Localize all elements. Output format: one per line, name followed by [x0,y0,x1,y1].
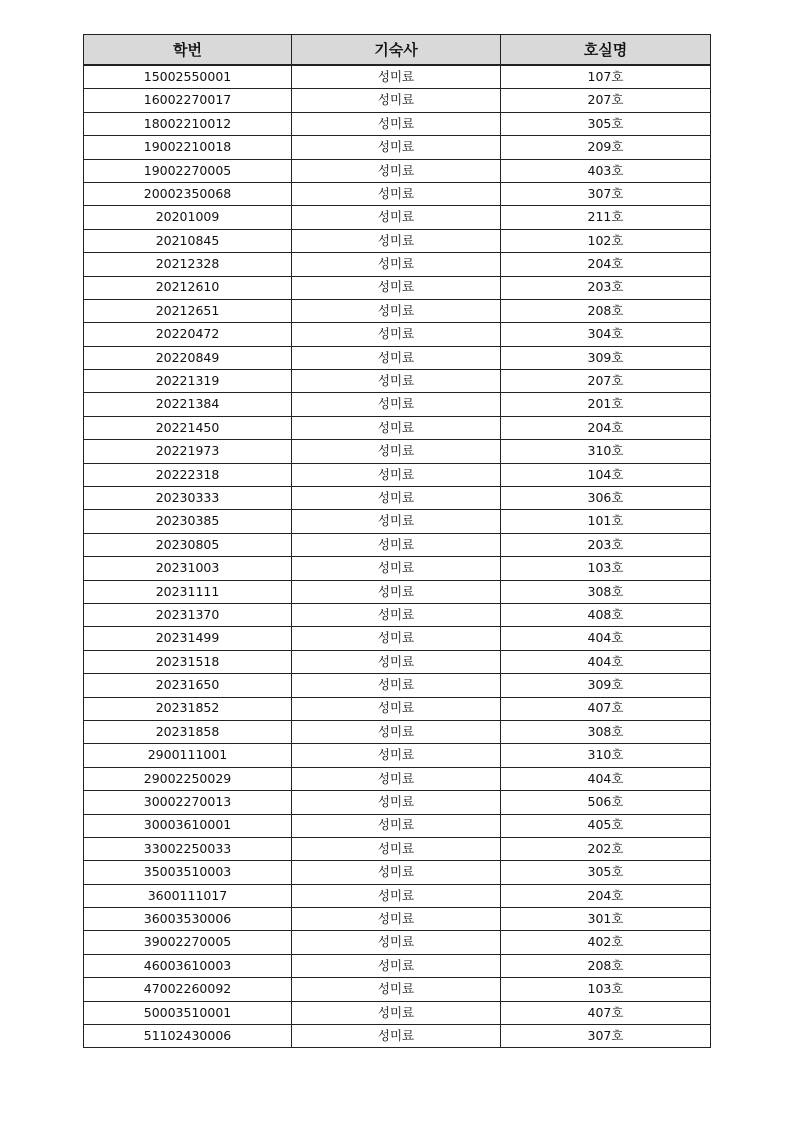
cell-room: 211호 [501,206,711,229]
cell-dormitory: 성미료 [292,814,501,837]
table-row [84,159,711,182]
cell-student-id: 20212328 [84,253,292,276]
cell-dormitory: 성미료 [292,393,501,416]
table-row [84,533,711,556]
cell-student-id: 20201009 [84,206,292,229]
cell-room: 201호 [501,393,711,416]
cell-room: 207호 [501,89,711,112]
cell-student-id: 20231518 [84,650,292,673]
cell-room: 203호 [501,276,711,299]
cell-student-id: 39002270005 [84,931,292,954]
cell-dormitory: 성미료 [292,276,501,299]
cell-student-id: 15002550001 [84,65,292,89]
table-row [84,206,711,229]
cell-student-id: 30002270013 [84,791,292,814]
cell-dormitory: 성미료 [292,954,501,977]
table-row [84,744,711,767]
cell-room: 309호 [501,674,711,697]
cell-dormitory: 성미료 [292,323,501,346]
cell-dormitory: 성미료 [292,229,501,252]
cell-room: 301호 [501,908,711,931]
cell-dormitory: 성미료 [292,112,501,135]
cell-student-id: 20221319 [84,370,292,393]
table-row [84,720,711,743]
cell-student-id: 20210845 [84,229,292,252]
table-row [84,791,711,814]
header-room: 호실명 [501,35,711,66]
table-row [84,229,711,252]
cell-student-id: 33002250033 [84,837,292,860]
cell-room: 304호 [501,323,711,346]
table-row [84,346,711,369]
cell-student-id: 20220472 [84,323,292,346]
table-row [84,393,711,416]
cell-dormitory: 성미료 [292,837,501,860]
table-row [84,182,711,205]
cell-room: 307호 [501,182,711,205]
cell-dormitory: 성미료 [292,931,501,954]
table-row [84,416,711,439]
table-row [84,1001,711,1024]
cell-student-id: 30003610001 [84,814,292,837]
table-row [84,112,711,135]
cell-dormitory: 성미료 [292,159,501,182]
cell-student-id: 19002270005 [84,159,292,182]
cell-dormitory: 성미료 [292,206,501,229]
table-row [84,557,711,580]
cell-student-id: 20230805 [84,533,292,556]
cell-dormitory: 성미료 [292,65,501,89]
table-row [84,253,711,276]
cell-dormitory: 성미료 [292,182,501,205]
cell-room: 103호 [501,978,711,1001]
table-row [84,370,711,393]
cell-room: 506호 [501,791,711,814]
cell-room: 208호 [501,954,711,977]
cell-student-id: 29002250029 [84,767,292,790]
cell-room: 307호 [501,1025,711,1048]
cell-room: 308호 [501,720,711,743]
table-row [84,603,711,626]
table-row [84,89,711,112]
table-row [84,299,711,322]
cell-dormitory: 성미료 [292,1001,501,1024]
cell-room: 207호 [501,370,711,393]
cell-dormitory: 성미료 [292,487,501,510]
cell-room: 208호 [501,299,711,322]
cell-dormitory: 성미료 [292,580,501,603]
cell-room: 407호 [501,1001,711,1024]
cell-room: 102호 [501,229,711,252]
cell-student-id: 36003530006 [84,908,292,931]
cell-student-id: 46003610003 [84,954,292,977]
cell-student-id: 35003510003 [84,861,292,884]
cell-dormitory: 성미료 [292,744,501,767]
header-student-id: 학번 [84,35,292,66]
cell-student-id: 20231111 [84,580,292,603]
cell-student-id: 16002270017 [84,89,292,112]
cell-dormitory: 성미료 [292,89,501,112]
cell-room: 403호 [501,159,711,182]
dormitory-room-table-container [83,34,710,1048]
table-row [84,954,711,977]
table-row [84,510,711,533]
cell-student-id: 20212651 [84,299,292,322]
table-body [84,65,711,1048]
table-row [84,814,711,837]
table-row [84,861,711,884]
cell-student-id: 20230385 [84,510,292,533]
cell-room: 308호 [501,580,711,603]
cell-student-id: 50003510001 [84,1001,292,1024]
cell-dormitory: 성미료 [292,136,501,159]
cell-dormitory: 성미료 [292,720,501,743]
cell-dormitory: 성미료 [292,861,501,884]
cell-dormitory: 성미료 [292,697,501,720]
cell-room: 204호 [501,416,711,439]
cell-room: 408호 [501,603,711,626]
cell-student-id: 47002260092 [84,978,292,1001]
cell-student-id: 20230333 [84,487,292,510]
cell-dormitory: 성미료 [292,884,501,907]
table-row [84,908,711,931]
cell-room: 209호 [501,136,711,159]
cell-room: 103호 [501,557,711,580]
table-row [84,627,711,650]
cell-dormitory: 성미료 [292,370,501,393]
cell-dormitory: 성미료 [292,1025,501,1048]
cell-room: 101호 [501,510,711,533]
cell-dormitory: 성미료 [292,416,501,439]
cell-dormitory: 성미료 [292,791,501,814]
cell-student-id: 20231370 [84,603,292,626]
cell-room: 204호 [501,253,711,276]
cell-room: 104호 [501,463,711,486]
dormitory-room-table [83,34,711,1048]
table-row [84,65,711,89]
table-row [84,323,711,346]
cell-student-id: 2900111001 [84,744,292,767]
cell-room: 407호 [501,697,711,720]
cell-room: 404호 [501,767,711,790]
cell-student-id: 20231003 [84,557,292,580]
cell-room: 305호 [501,861,711,884]
cell-student-id: 19002210018 [84,136,292,159]
cell-dormitory: 성미료 [292,767,501,790]
cell-room: 204호 [501,884,711,907]
cell-room: 405호 [501,814,711,837]
cell-student-id: 20222318 [84,463,292,486]
table-row [84,463,711,486]
cell-student-id: 51102430006 [84,1025,292,1048]
cell-dormitory: 성미료 [292,533,501,556]
cell-dormitory: 성미료 [292,346,501,369]
cell-student-id: 18002210012 [84,112,292,135]
table-row [84,978,711,1001]
cell-student-id: 20231852 [84,697,292,720]
cell-dormitory: 성미료 [292,440,501,463]
cell-room: 404호 [501,627,711,650]
cell-dormitory: 성미료 [292,978,501,1001]
cell-room: 202호 [501,837,711,860]
table-row [84,1025,711,1048]
cell-dormitory: 성미료 [292,253,501,276]
table-row [84,580,711,603]
cell-student-id: 20002350068 [84,182,292,205]
cell-room: 306호 [501,487,711,510]
cell-dormitory: 성미료 [292,908,501,931]
header-dormitory: 기숙사 [292,35,501,66]
table-row [84,440,711,463]
cell-dormitory: 성미료 [292,603,501,626]
table-row [84,487,711,510]
cell-student-id: 3600111017 [84,884,292,907]
table-row [84,767,711,790]
cell-dormitory: 성미료 [292,557,501,580]
cell-room: 107호 [501,65,711,89]
cell-dormitory: 성미료 [292,510,501,533]
cell-room: 402호 [501,931,711,954]
cell-dormitory: 성미료 [292,627,501,650]
table-row [84,931,711,954]
cell-room: 310호 [501,744,711,767]
cell-dormitory: 성미료 [292,674,501,697]
table-row [84,650,711,673]
table-row [84,136,711,159]
table-row [84,697,711,720]
table-row [84,276,711,299]
cell-room: 310호 [501,440,711,463]
table-row [84,674,711,697]
cell-dormitory: 성미료 [292,463,501,486]
cell-student-id: 20221384 [84,393,292,416]
cell-room: 203호 [501,533,711,556]
table-header [84,35,711,66]
cell-student-id: 20231650 [84,674,292,697]
cell-room: 309호 [501,346,711,369]
cell-student-id: 20221450 [84,416,292,439]
table-row [84,837,711,860]
cell-student-id: 20221973 [84,440,292,463]
cell-room: 404호 [501,650,711,673]
header-row [84,35,711,66]
cell-student-id: 20231499 [84,627,292,650]
cell-dormitory: 성미료 [292,650,501,673]
cell-student-id: 20231858 [84,720,292,743]
table-row [84,884,711,907]
cell-room: 305호 [501,112,711,135]
cell-dormitory: 성미료 [292,299,501,322]
cell-student-id: 20212610 [84,276,292,299]
cell-student-id: 20220849 [84,346,292,369]
